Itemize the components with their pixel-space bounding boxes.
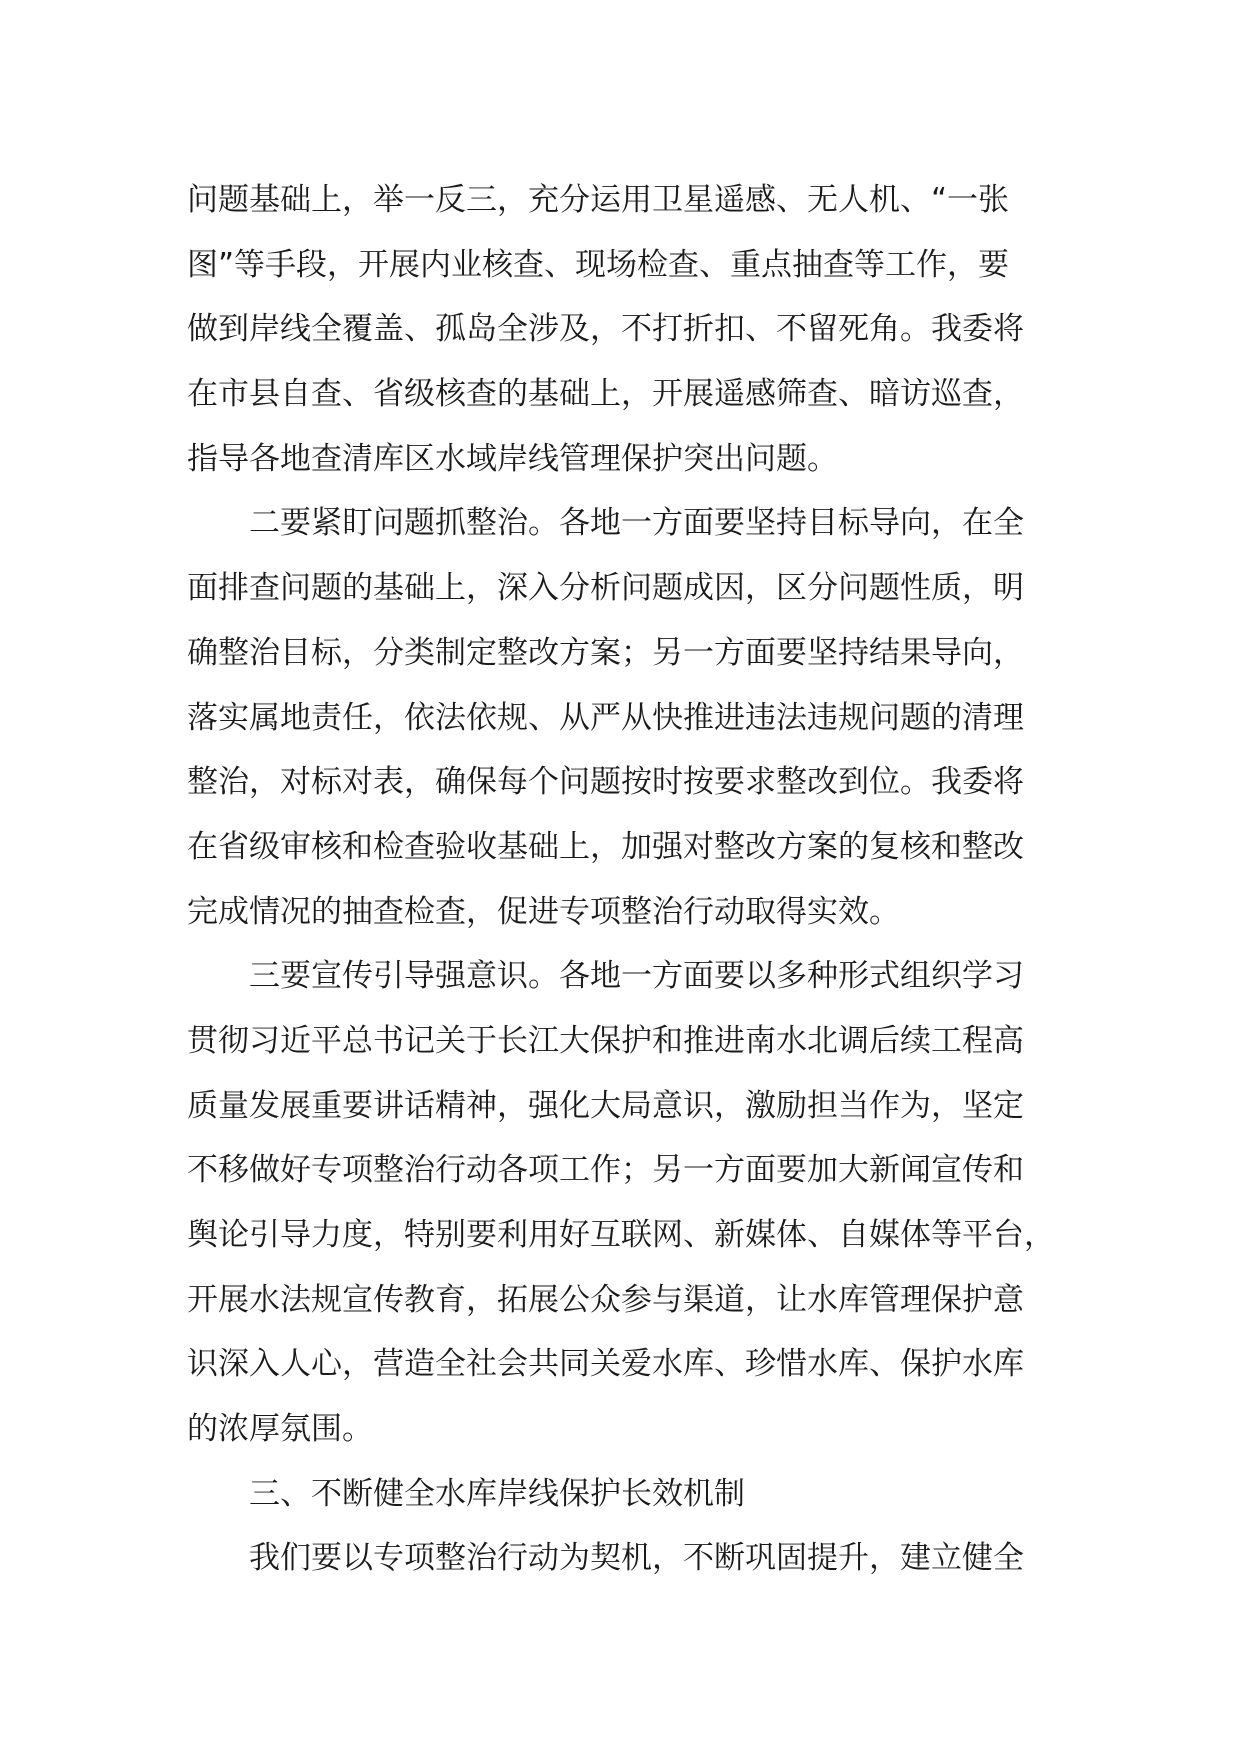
paragraph-start-line: 三要宣传引导强意识。各地一方面要以多种形式组织学习 <box>187 958 1024 995</box>
section-heading: 三、不断健全水库岸线保护长效机制 <box>187 1475 745 1512</box>
body-text <box>187 168 1087 1591</box>
text-line: 识深入人心，营造全社会共同关爱水库、珍惜水库、保护水库 <box>187 1346 1024 1383</box>
text-line: 贯彻习近平总书记关于长江大保护和推进南水北调后续工程高 <box>187 1022 1024 1059</box>
text-line: 做到岸线全覆盖、孤岛全涉及，不打折扣、不留死角。我委将 <box>187 311 1024 348</box>
text-line: 落实属地责任，依法依规、从严从快推进违法违规问题的清理 <box>187 699 1024 736</box>
text-line: 图”等手段，开展内业核查、现场检查、重点抽查等工作，要 <box>187 246 1010 283</box>
paragraph-start-line: 我们要以专项整治行动为契机，不断巩固提升，建立健全 <box>187 1540 1024 1577</box>
text-line: 整治，对标对表，确保每个问题按时按要求整改到位。我委将 <box>187 764 1024 801</box>
text-line: 质量发展重要讲话精神，强化大局意识，激励担当作为，坚定 <box>187 1087 1024 1124</box>
paragraph-start-line: 二要紧盯问题抓整治。各地一方面要坚持目标导向，在全 <box>187 505 1024 542</box>
text-line: 的浓厚氛围。 <box>187 1411 373 1448</box>
text-line: 完成情况的抽查检查，促进专项整治行动取得实效。 <box>187 893 900 930</box>
text-line: 不移做好专项整治行动各项工作；另一方面要加大新闻宣传和 <box>187 1152 1024 1189</box>
text-line: 问题基础上，举一反三，充分运用卫星遥感、无人机、“一张 <box>187 182 1010 218</box>
text-line: 指导各地查清库区水域岸线管理保护突出问题。 <box>187 440 838 477</box>
text-line: 确整治目标，分类制定整改方案；另一方面要坚持结果导向， <box>187 634 1024 671</box>
text-line: 在省级审核和检查验收基础上，加强对整改方案的复核和整改 <box>187 828 1024 865</box>
text-line: 开展水法规宣传教育，拓展公众参与渠道，让水库管理保护意 <box>187 1281 1024 1318</box>
text-line: 面排查问题的基础上，深入分析问题成因，区分问题性质，明 <box>187 570 1024 607</box>
text-line: 舆论引导力度，特别要利用好互联网、新媒体、自媒体等平台， <box>187 1217 1055 1253</box>
text-line: 在市县自查、省级核查的基础上，开展遥感筛查、暗访巡查， <box>187 376 1024 413</box>
